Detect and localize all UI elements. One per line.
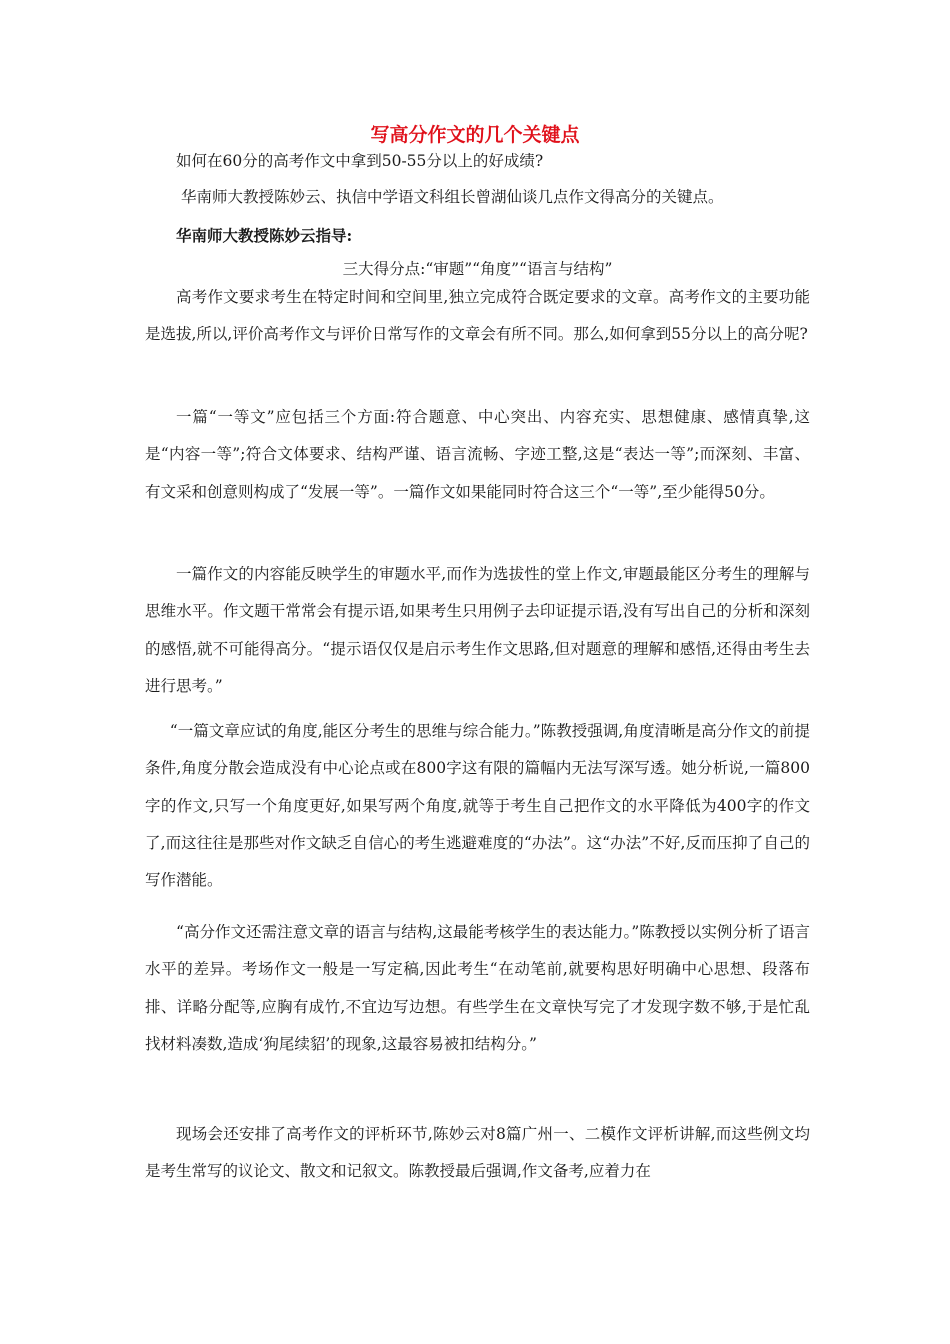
paragraph-4: “一篇文章应试的角度,能区分考生的思维与综合能力。”陈教授强调,角度清晰是高分作文的前提条件,角度分散会造成没有中心论点或在800字这有限的篇幅内无法写深写透。她分析说,一篇800字的作文,只写一个角度更好,如果写两个角度,就等于考生自己把作文的水平降低为400字的作文了,而这往往是那些对作文缺乏自信心的考生逃避难度的“办法”。这“办法”不好,反而压抑了自己的写作潜能。 <box>145 722 810 890</box>
subheading: 三大得分点:“审题”“角度”“语言与结构” <box>342 260 613 278</box>
intro-summary: 华南师大教授陈妙云、执信中学语文科组长曾湖仙谈几点作文得高分的关键点。 <box>181 188 724 206</box>
paragraph-1: 高考作文要求考生在特定时间和空间里,独立完成符合既定要求的文章。高考作文的主要功能是选拔,所以,评价高考作文与评价日常写作的文章会有所不同。那么,如何拿到55分以上的高分呢? <box>145 288 810 344</box>
paragraph-3: 一篇作文的内容能反映学生的审题水平,而作为选拔性的堂上作文,审题最能区分考生的理解与思维水平。作文题干常常会有提示语,如果考生只用例子去印证提示语,没有写出自己的分析和深刻的感悟,就不可能得高分。“提示语仅仅是启示考生作文思路,但对题意的理解和感悟,还得由考生去进行思考。” <box>145 565 810 695</box>
intro-question: 如何在60分的高考作文中拿到50-55分以上的好成绩? <box>176 152 544 170</box>
paragraph-5: “高分作文还需注意文章的语言与结构,这最能考核学生的表达能力。”陈教授以实例分析了语言水平的差异。考场作文一般是一写定稿,因此考生“在动笔前,就要构思好明确中心思想、段落布排、详略分配等,应胸有成竹,不宜边写边想。有些学生在文章快写完了才发现字数不够,于是忙乱找材料凑数,造成‘狗尾续貂’的现象,这最容易被扣结构分。” <box>145 923 810 1053</box>
document-title: 写高分作文的几个关键点 <box>370 124 580 146</box>
section-heading: 华南师大教授陈妙云指导: <box>176 226 353 245</box>
paragraph-2: 一篇“一等文”应包括三个方面:符合题意、中心突出、内容充实、思想健康、感情真挚,这是“内容一等”;符合文体要求、结构严谨、语言流畅、字迹工整,这是“表达一等”;而深刻、丰富、有文采和创意则构成了“发展一等”。一篇作文如果能同时符合这三个“一等”,至少能得50分。 <box>145 408 810 501</box>
paragraph-6: 现场会还安排了高考作文的评析环节,陈妙云对8篇广州一、二模作文评析讲解,而这些例文均是考生常写的议论文、散文和记叙文。陈教授最后强调,作文备考,应着力在 <box>145 1125 810 1181</box>
